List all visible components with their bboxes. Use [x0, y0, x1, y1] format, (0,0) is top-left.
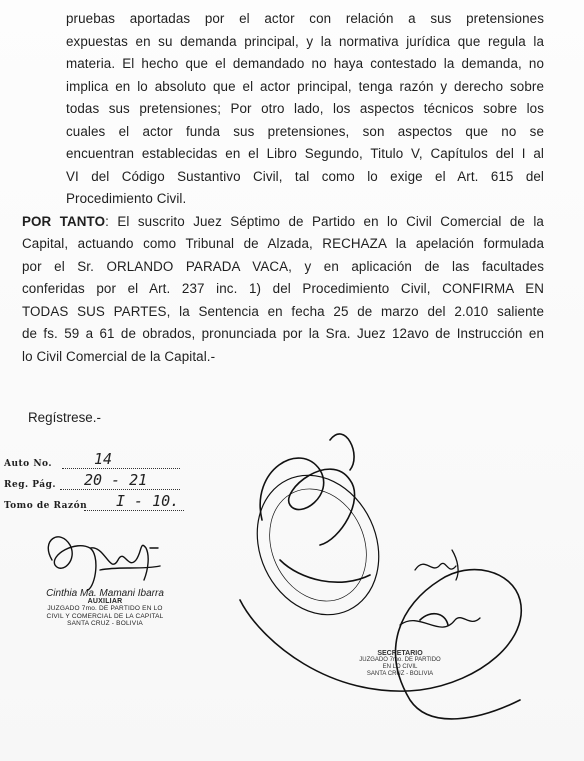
por-tanto-label: POR TANTO — [22, 213, 106, 229]
stamp-line: JUZGADO 7mo. DE PARTIDO EN LO — [47, 605, 163, 612]
paragraph-ruling — [22, 211, 544, 369]
auxiliar-title: AUXILIAR — [87, 597, 123, 605]
seal-circle — [235, 455, 401, 635]
registry-row-reg — [4, 471, 204, 492]
auto-value: 14 — [94, 450, 113, 468]
auto-line — [62, 468, 180, 469]
text-line: VI del Código Sustantivo Civil, tal como lo exige el Art. 615 del — [66, 168, 544, 184]
text-line: de fs. 59 a 61 de obrados, pronunciada por la Sra. Juez 12avo de Instrucción en — [22, 326, 544, 341]
auxiliar-name: Cinthia Ma. Mamani Ibarra — [46, 588, 164, 599]
secretario-signature — [400, 550, 480, 627]
reg-line — [60, 489, 180, 490]
registry-block — [4, 450, 204, 513]
seal-circle-inner — [252, 473, 384, 617]
text-line: cuales el actor funda sus pretensiones, son aspectos que no se — [66, 123, 544, 139]
text-line — [22, 211, 544, 234]
text-line: expuestas en su demanda principal, y la normativa jurídica que regula la — [66, 33, 544, 49]
text-line: TODAS SUS PARTES, la Sentencia en fecha 25 de marzo del 2.010 saliente — [22, 303, 544, 319]
stamp-line: JUZGADO 7mo. DE PARTIDO — [359, 657, 441, 663]
registrese-label: Regístrese.- — [28, 410, 101, 425]
reg-value: 20 - 21 — [84, 471, 148, 489]
text-line: pruebas aportadas por el actor con relación a sus pretensiones — [66, 11, 544, 26]
reg-label: Reg. Pág. — [4, 480, 57, 490]
tomo-value: I - 10. — [116, 492, 180, 510]
text-line: materia. El hecho que el demandado no haya contestado la demanda, no — [66, 56, 544, 71]
auto-label: Auto No. — [4, 459, 53, 469]
tomo-label: Tomo de Razón — [4, 501, 88, 511]
tomo-line — [84, 510, 184, 511]
text-line: Procedimiento Civil. — [66, 191, 187, 206]
text-line: encuentran establecidas en el Libro Segundo, Titulo V, Capítulos del I al — [66, 146, 544, 161]
stamp-line: SANTA CRUZ - BOLIVIA — [366, 671, 434, 677]
auxiliar-signature — [48, 537, 160, 590]
text-line: implica en lo absoluto que el actor principal, tenga razón y derecho sobre — [66, 78, 544, 94]
registry-row-tomo — [4, 492, 204, 513]
secretario-title: SECRETARIO — [377, 650, 423, 657]
text-line: Capital, actuando como Tribunal de Alzada, RECHAZA la apelación formulada — [22, 236, 544, 251]
text-line: todas sus pretensiones; Por otro lado, los aspectos técnicos sobre los — [66, 101, 544, 116]
text-line: lo Civil Comercial de la Capital.- — [22, 348, 216, 364]
document-body — [22, 8, 544, 368]
auxiliar-stamp — [30, 590, 180, 628]
secretario-stamp — [330, 650, 470, 678]
text-line: conferidas por el Art. 237 inc. 1) del Procedimiento Civil, CONFIRMA EN — [22, 281, 544, 296]
stamp-line: SANTA CRUZ - BOLIVIA — [67, 620, 143, 627]
text-line: por el Sr. ORLANDO PARADA VACA, y en aplicación de las facultades — [22, 258, 544, 274]
registry-row-auto — [4, 450, 204, 471]
stamp-line: CIVIL Y COMERCIAL DE LA CAPITAL — [46, 612, 164, 620]
ruling-first-line: : El suscrito Juez Séptimo de Partido en lo Civil Comercial de la — [105, 213, 544, 229]
stamp-line: EN LO CIVIL — [382, 664, 418, 670]
paragraph-reasoning — [22, 8, 544, 211]
